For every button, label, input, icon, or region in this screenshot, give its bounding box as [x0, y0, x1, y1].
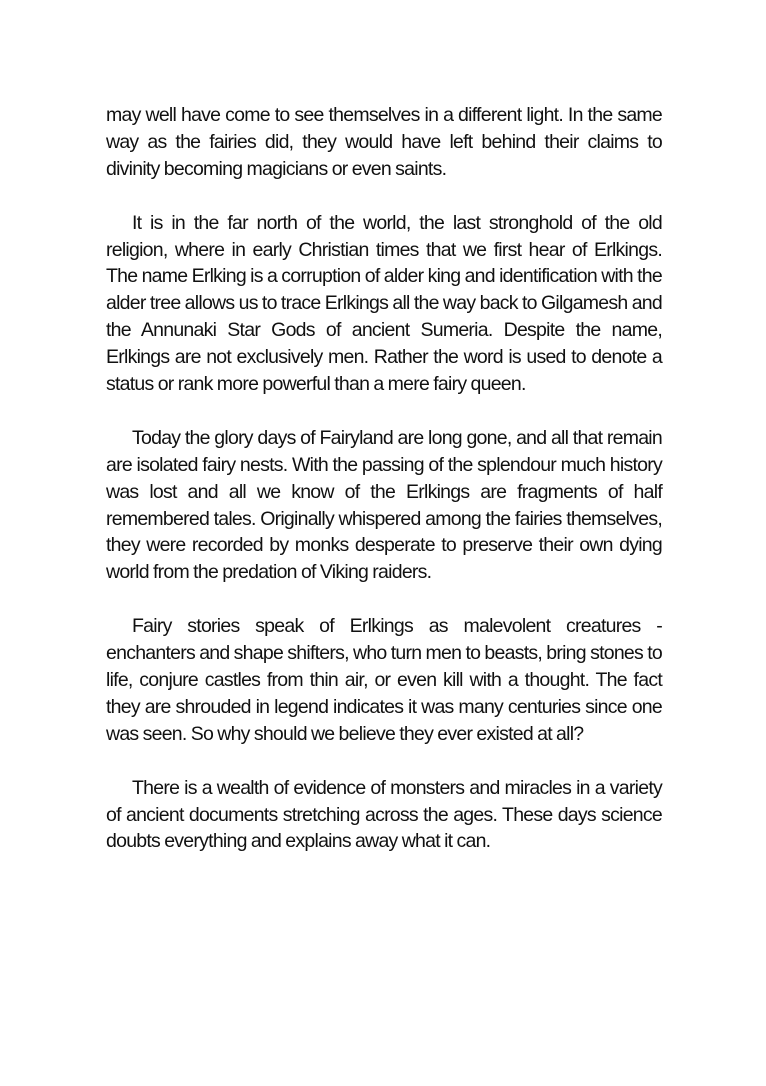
paragraph-evidence: There is a wealth of evidence of monsters and miracles in a variety of ancient documents stretching across the ages. These days science doubts everything and explains away what it can. — [106, 776, 662, 853]
paragraph-erlkings-origin: It is in the far north of the world, the last stronghold of the old religion, where in early Christian times that we first hear of Erlkings. The name Erlking is a corruption of alder king and identification with the alder tree allows us to trace Erlkings all the way back to Gilgamesh and the Annunaki Star Gods of ancient Sumeria. Despite the name, Erlkings are not exclusively men. Rather the word is used to denote a status or rank more powerful than a mere fairy queen. — [106, 211, 662, 396]
paragraph-fairy-stories: Fairy stories speak of Erlkings as malevolent creatures - enchanters and shape shifters, who turn men to beasts, bring stones to life, conjure castles from thin air, or even kill with a thought. The fact they are shrouded in legend indicates it was many centuries since one was seen. So why should we believe they ever existed at all? — [106, 615, 662, 745]
document-page — [106, 102, 662, 882]
paragraph-continuation: may well have come to see themselves in a different light. In the same way as the fairies did, they would have left behind their claims to divinity becoming magicians or even saints. — [106, 104, 662, 180]
paragraph-fairyland-decline: Today the glory days of Fairyland are long gone, and all that remain are isolated fairy nests. With the passing of the splendour much history was lost and all we know of the Erlkings are fragments of half remembered tales. Originally whispered among the fairies themselves, they were recorded by monks desperate to preserve their own dying world from the predation of Viking raiders. — [106, 426, 662, 584]
